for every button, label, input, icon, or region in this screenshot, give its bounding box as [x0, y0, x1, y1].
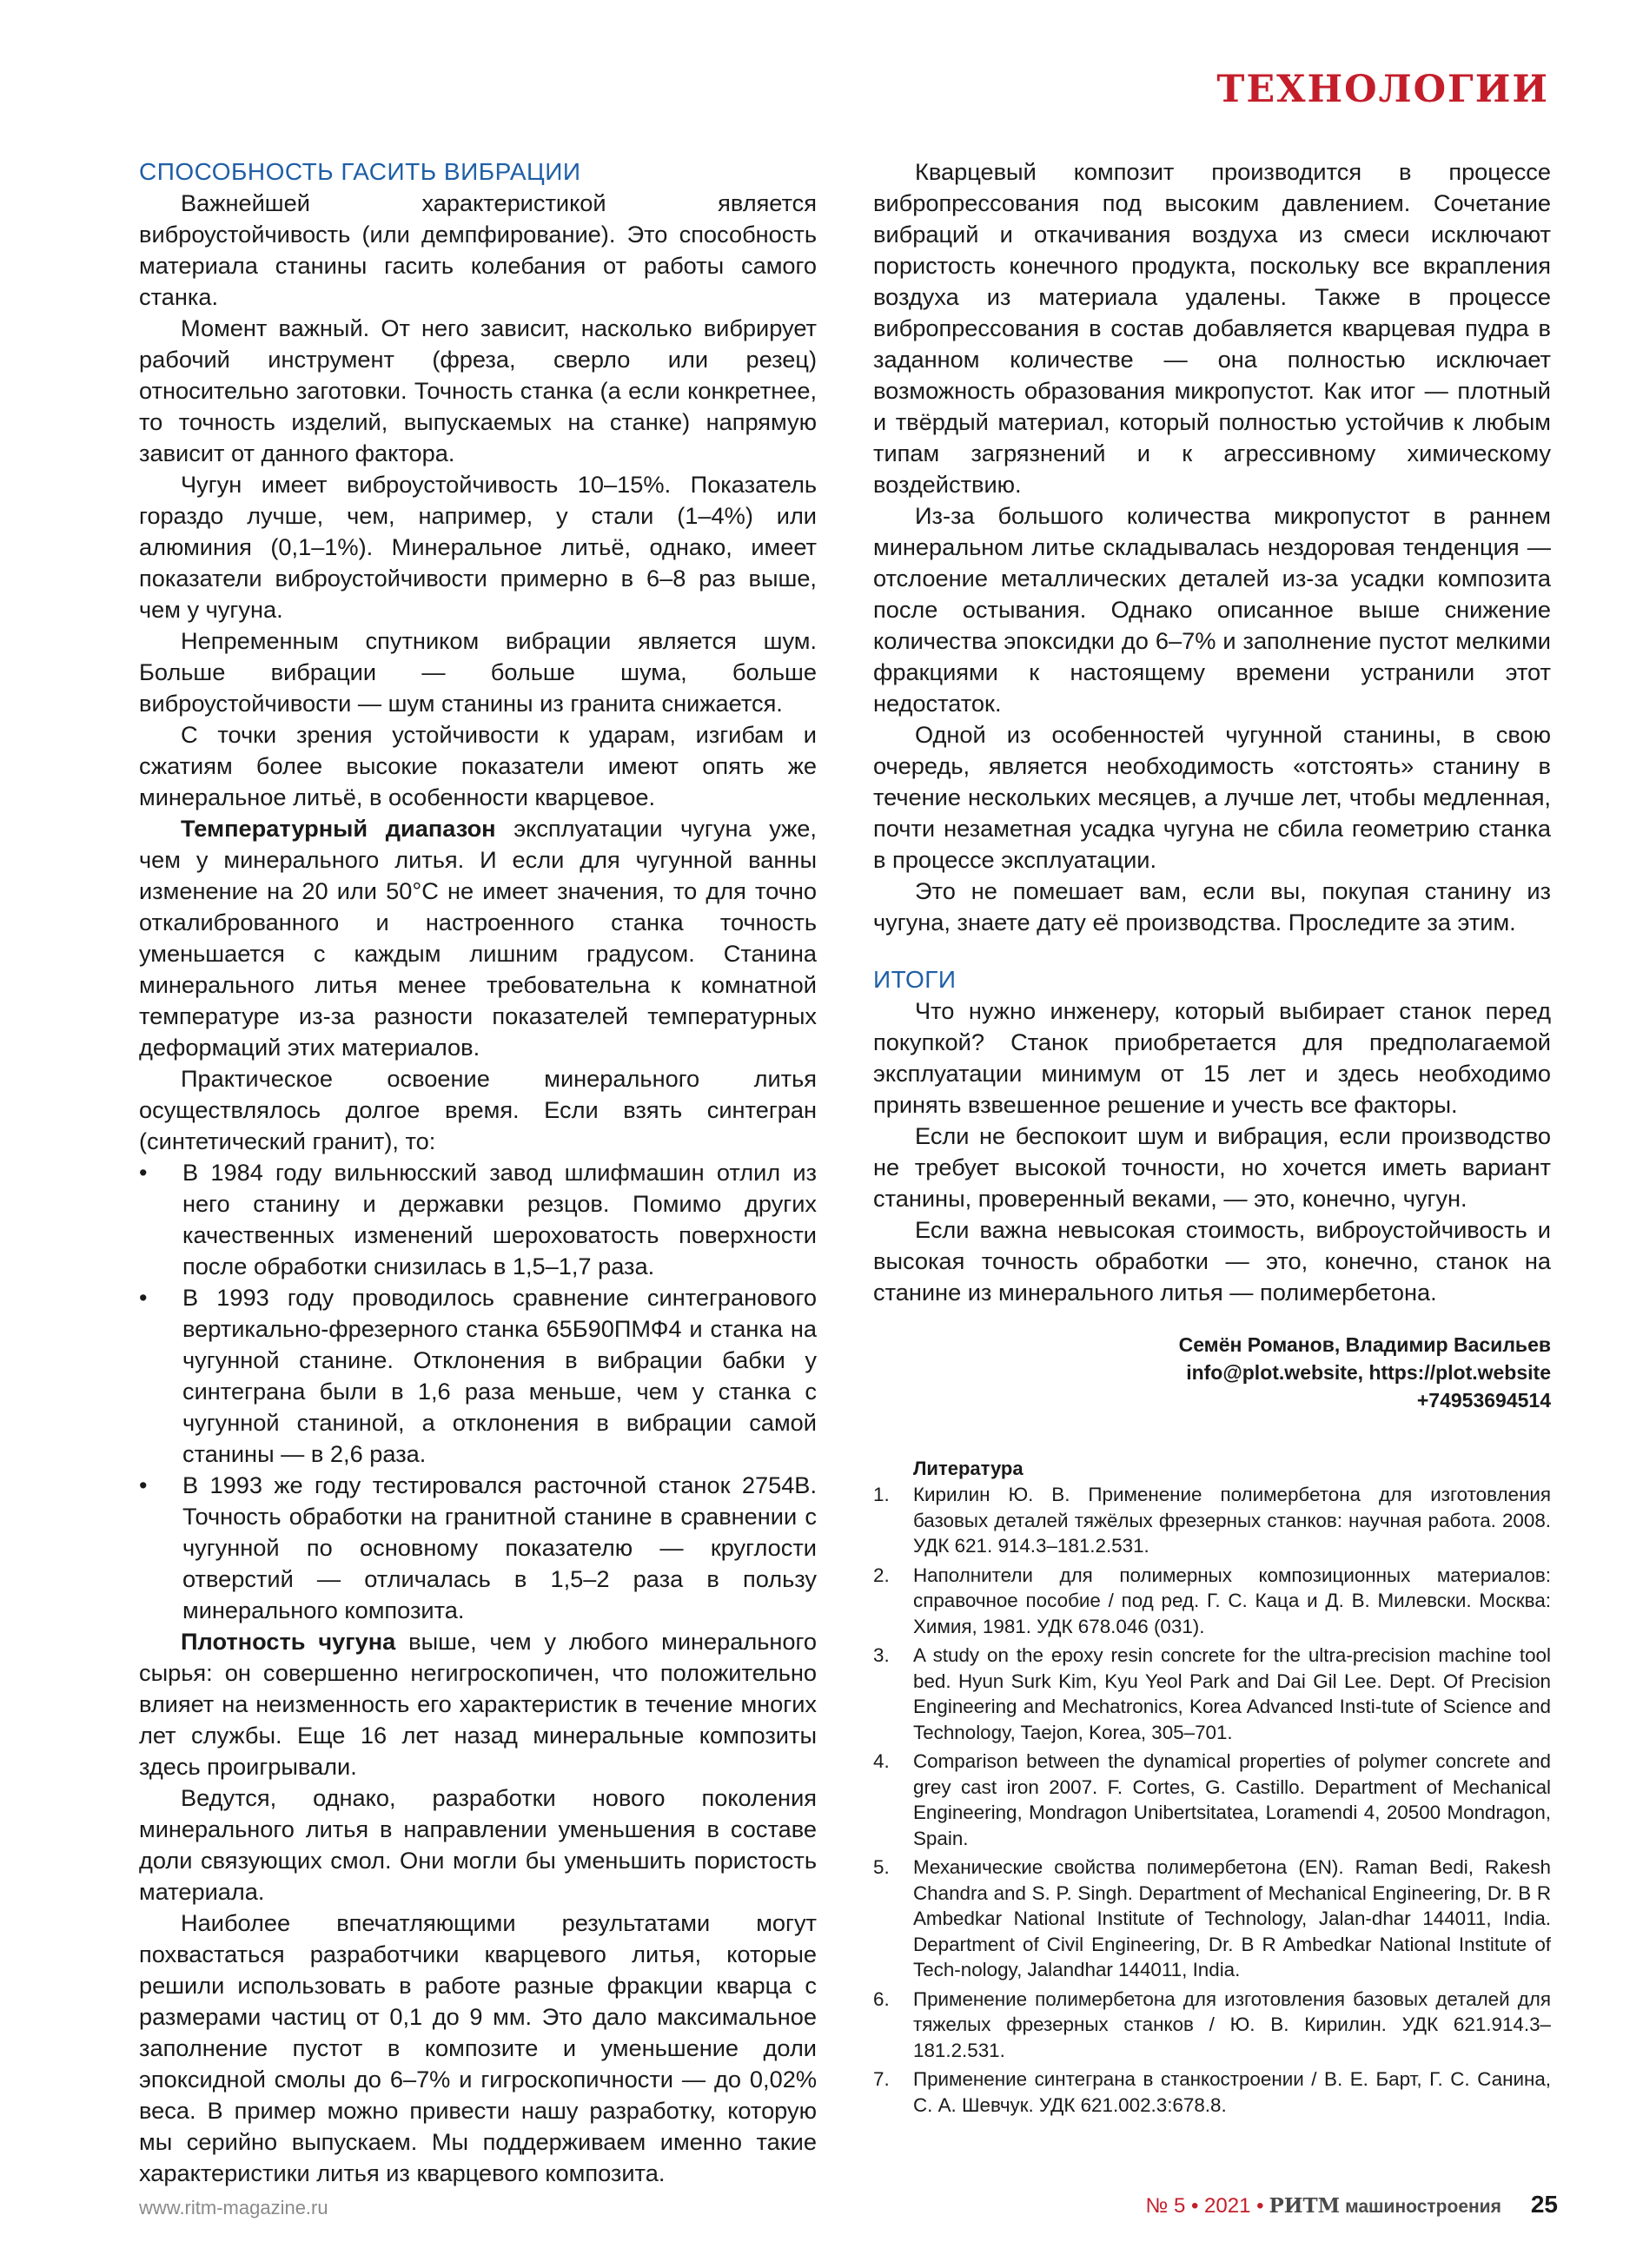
paragraph: Из-за большого количества микропустот в раннем минеральном литье складывалась нездоровая тенденция — отслоение металлических деталей из-за усадки композита после остывания. Однако описанное выше снижение количества эпоксидки до 6–7% и заполнение пустот мелкими фракциями к настоящему времени устранили этот недостаток.: [873, 502, 1551, 717]
left-column: [139, 156, 817, 2189]
reference-number: 5.: [873, 1856, 890, 1878]
paragraph: Если не беспокоит шум и вибрация, если производство не требует высокой точности, но хочется иметь вариант станины, проверенный веками, — это, конечно, чугун.: [873, 1122, 1551, 1212]
heading-vibration: СПОСОБНОСТЬ ГАСИТЬ ВИБРАЦИИ: [139, 158, 581, 185]
right-column: [873, 156, 1551, 2121]
reference-number: 2.: [873, 1564, 890, 1586]
list-item: [139, 1282, 817, 1470]
list-item-text: В 1993 году проводилось сравнение синтегранового вертикально-фрезерного станка 65Б90ПМФ4 и станка на чугунной станине. Отклонения в вибрации бабки у синтеграна были в 1,6 раза меньше, чем у станка с чугунной станиной, а отклонения в вибрации самой станины — в 2,6 раза.: [182, 1284, 817, 1467]
paragraph-text: выше, чем у любого минерального сырья: он совершенно негигроскопичен, что положительно влияет на неизменность его характеристик в течение многих лет службы. Еще 16 лет назад минеральные композиты здесь проигрывали.: [139, 1628, 817, 1780]
reference-text: Наполнители для полимерных композиционных материалов: справочное пособие / под ред. Г. С. Каца и Д. В. Милевски. Москва: Химия, 1981. УДК 678.046 (031).: [913, 1564, 1551, 1637]
footer-brand: РИТМ: [1269, 2194, 1341, 2218]
author-block: [873, 1331, 1551, 1414]
paragraph: Что нужно инженеру, который выбирает станок перед покупкой? Станок приобретается для предполагаемой эксплуатации минимум от 15 лет и здесь необходимо принять взвешенное решение и учесть все факторы.: [873, 997, 1551, 1118]
reference-item: [873, 1482, 1551, 1559]
reference-text: Применение полимербетона для изготовления базовых деталей для тяжелых фрезерных станков / Ю. В. Кирилин. УДК 621.914.3–181.2.531.: [913, 1987, 1551, 2061]
paragraph: Наиболее впечатляющими результатами могут похвастаться разработчики кварцевого литья, которые решили использовать в работе разные фракции кварца с размерами частиц от 0,1 до 9 мм. Это дало максимальное заполнение пустот в композите и уменьшение доли эпоксидной смолы до 6–7% и гигроскопичности — до 0,02% веса. В пример можно привести нашу разработку, которую мы серийно выпускаем. Мы поддерживаем именно такие характеристики литья из кварцевого композита.: [139, 1909, 817, 2186]
paragraph: Чугун имеет виброустойчивость 10–15%. Показатель гораздо лучше, чем, например, у стали (1–4%) или алюминия (0,1–1%). Минеральное литьё, однако, имеет показатели виброустойчивости примерно в 6–8 раз выше, чем у чугуна.: [139, 471, 817, 623]
list-item-text: В 1993 же году тестировался расточной станок 2754В. Точность обработки на гранитной станине в сравнении с чугунной по основному показателю — круглости отверстий — отличалась в 1,5–2 раза в пользу минерального композита.: [182, 1471, 817, 1623]
reference-item: [873, 2066, 1551, 2118]
author-names: Семён Романов, Владимир Васильев: [1178, 1333, 1551, 1356]
reference-text: A study on the epoxy resin concrete for the ultra-precision machine tool bed. Hyun Surk Kim, Kyu Yeol Park and Dai Gil Lee. Dept. Of Precision Engineering and Mechatronics, Korea Advanced Insti-tute of Science and Technology, Taejon, Korea, 305–701.: [913, 1644, 1551, 1743]
bold-term: Температурный диапазон: [181, 815, 496, 842]
footer-website[interactable]: www.ritm-magazine.ru: [139, 2197, 328, 2218]
author-contacts[interactable]: info@plot.website, https://plot.website: [1186, 1361, 1551, 1384]
reference-item: [873, 1643, 1551, 1745]
reference-item: [873, 1563, 1551, 1640]
reference-text: Механические свойства полимербетона (EN). Raman Bedi, Rakesh Chandra and S. P. Singh. Department of Mechanical Engineering, Dr. B R Ambedkar National Institute of Technology, Jalan-dhar 144011, India. Department of Civil Engineering, Dr. B R Ambedkar National Institute of Tech-nology, Jalandhar 144011, India.: [913, 1856, 1551, 1980]
paragraph: Одной из особенностей чугунной станины, в свою очередь, является необходимость «отстоять» станину в течение нескольких месяцев, а лучше лет, чтобы медленная, почти незаметная усадка чугуна не сбила геометрию станка в процессе эксплуатации.: [873, 721, 1551, 873]
paragraph: Непременным спутником вибрации является шум. Больше вибрации — больше шума, больше виброустойчивости — шум станины из гранита снижается.: [139, 627, 817, 717]
footer-issue: № 5 • 2021 •: [1145, 2194, 1264, 2218]
list-item-text: В 1984 году вильнюсский завод шлифмашин отлил из него станину и державки резцов. Помимо других качественных изменений шероховатость поверхности после обработки снизилась в 1,5–1,7 раза.: [182, 1159, 817, 1279]
reference-number: 6.: [873, 1987, 890, 2010]
bullet-symbol: •: [139, 1472, 148, 1498]
paragraph: [139, 1626, 817, 1782]
paragraph: [139, 813, 817, 1063]
heading-results: ИТОГИ: [873, 966, 957, 993]
literature-title: Литература: [913, 1458, 1024, 1479]
reference-item: [873, 1855, 1551, 1983]
paragraph: Кварцевый композит производится в процессе вибропрессования под высоким давлением. Сочетание вибраций и откачивания воздуха из смеси исключают пористость конечного продукта, поскольку все вкрапления воздуха из материала удалены. Также в процессе вибропрессования в состав добавляется кварцевая пудра в заданном количестве — она полностью исключает возможность образования микропустот. Как итог — плотный и твёрдый материал, который полностью устойчив к любым типам загрязнений и к агрессивному химическому воздействию.: [873, 158, 1551, 498]
paragraph: Момент важный. От него зависит, насколько вибрирует рабочий инструмент (фреза, сверло или резец) относительно заготовки. Точность станка (а если конкретнее, то точность изделий, выпускаемых на станке) напрямую зависит от данного фактора.: [139, 314, 817, 466]
footer-brand-sub: машиностроения: [1345, 2197, 1501, 2217]
reference-number: 4.: [873, 1750, 890, 1772]
list-item: [139, 1470, 817, 1626]
section-label: ТЕХНОЛОГИИ: [1216, 68, 1549, 111]
bullet-list: [139, 1157, 817, 1626]
paragraph: Важнейшей характеристикой является виброустойчивость (или демпфирование). Это способность материала станины гасить колебания от работы самого станка.: [139, 189, 817, 310]
list-item: [139, 1157, 817, 1282]
paragraph-text: эксплуатации чугуна уже, чем у минерального литья. И если для чугунной ванны изменение на 20 или 50°С не имеет значения, то для точно откалиброванного и настроенного станка точность уменьшается с каждым лишним градусом. Станина минерального литья менее требовательна к комнатной температуре из-за разности показателей температурных деформаций этих материалов.: [139, 815, 817, 1061]
paragraph: Практическое освоение минерального литья осуществлялось долгое время. Если взять синтегран (синтетический гранит), то:: [139, 1065, 817, 1154]
bullet-symbol: •: [139, 1285, 148, 1311]
reference-item: [873, 1987, 1551, 2064]
paragraph: С точки зрения устойчивости к ударам, изгибам и сжатиям более высокие показатели имеют опять же минеральное литьё, в особенности кварцевое.: [139, 721, 817, 810]
literature-section: [873, 1456, 1551, 2118]
reference-list: [873, 1482, 1551, 2118]
reference-text: Comparison between the dynamical properties of polymer concrete and grey cast iron 2007. F. Cortes, G. Castillo. Department of Mechanical Engineering, Mondragon Unibertsitatea, Loramendi 4, 20500 Mondragon, Spain.: [913, 1750, 1551, 1849]
reference-number: 3.: [873, 1644, 890, 1666]
reference-text: Кирилин Ю. В. Применение полимербетона для изготовления базовых деталей тяжёлых фрезерных станков: научная работа. 2008. УДК 621. 914.3–181.2.531.: [913, 1484, 1551, 1557]
bullet-symbol: •: [139, 1160, 148, 1186]
bold-term: Плотность чугуна: [181, 1628, 396, 1655]
paragraph: Это не помешает вам, если вы, покупая станину из чугуна, знаете дату её производства. Проследите за этим.: [873, 877, 1551, 936]
reference-number: 1.: [873, 1484, 890, 1505]
reference-text: Применение синтеграна в станкостроении / В. Е. Барт, Г. С. Санина, С. А. Шевчук. УДК 621.002.3:678.8.: [913, 2068, 1551, 2116]
page-number: 25: [1530, 2191, 1558, 2218]
paragraph: Если важна невысокая стоимость, виброустойчивость и высокая точность обработки — это, конечно, станок на станине из минерального литья — полимербетона.: [873, 1216, 1551, 1306]
reference-item: [873, 1749, 1551, 1851]
paragraph: Ведутся, однако, разработки нового поколения минерального литья в направлении уменьшения в составе доли связующих смол. Они могли бы уменьшить пористость материала.: [139, 1784, 817, 1905]
footer-issue-block: [1146, 2191, 1558, 2218]
reference-number: 7.: [873, 2068, 890, 2090]
author-phone: +74953694514: [1416, 1389, 1551, 1412]
